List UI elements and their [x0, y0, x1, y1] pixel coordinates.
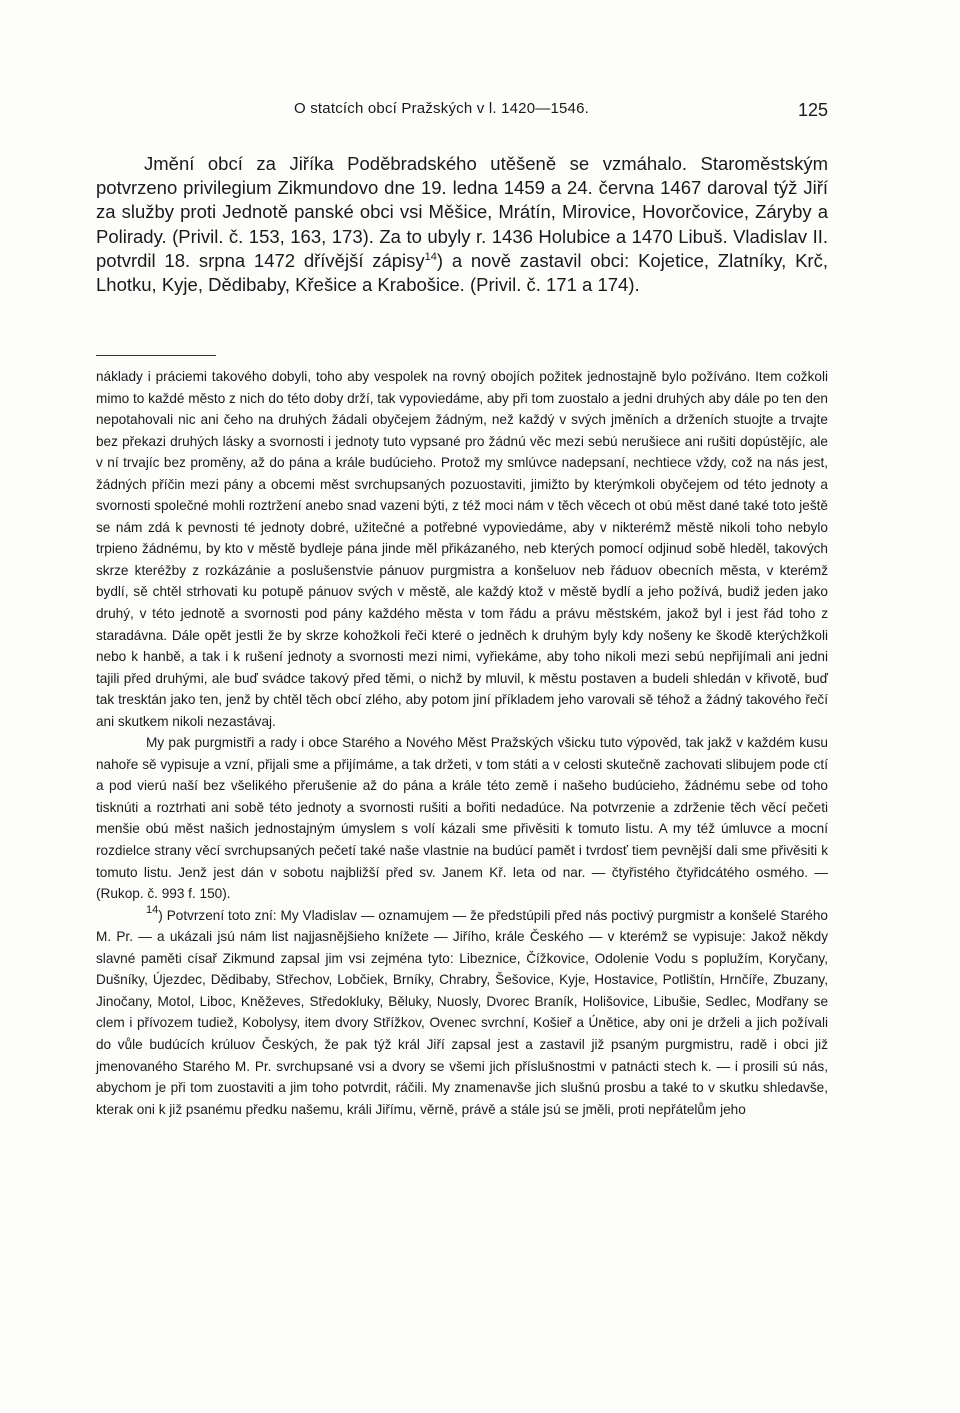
page-header: [96, 100, 828, 122]
main-paragraph-text-continued: ) a nově zastavil obci: Kojetice, Zlatníky, Krč, Lhotku, Kyje, Dědibaby, Křešice a Krabošice. (Privil. č. 171 a 174).: [96, 249, 828, 296]
running-head: O statcích obcí Pražských v l. 1420—1546.: [294, 100, 590, 117]
main-text: [96, 152, 828, 297]
footnote-paragraph: My pak purgmistři a rady i obce Starého a Nového Měst Pražských všicku tuto výpověd, tak jakž v každém kusu nahoře sě vypisuje a vzní, přijali sme a přijímáme, a tak držeti, v tom státi a v celosti skutečně zachovati slibujem pode ctí a pod vierú naší bez všelikého přerušenie až do pána a krále této země i našeho budúcieho, žádnému sebe od toho tisknúti a roztrhati ani sobě této jednoty a svornosti rušiti a bořiti nedadúce. Na potvrzenie a zdrženie těch věcí pečeti menšie obú měst našich jednostajným úmyslem s volí kázali sme přivěsiti k tomuto listu. A my též úmluvce a mocní rozdielce strany věcí svrchupsaných pečetí také naše vlastnie na budúcí pamět i tvrdosť tiem pevnější dali sme přivěsiti k tomuto listu. Jenž jest dán v sobotu najbližší před sv. Janem Kř. leta od nar. — čtyřistého čtyřidcátého osmého. — (Rukop. č. 993 f. 150).: [96, 735, 828, 902]
page-number: 125: [797, 100, 828, 120]
footnote-14-text: ) Potvrzení toto zní: My Vladislav — oznamujem — že předstúpili před nás poctivý purgmistr a konšelé Starého M. Pr. — a ukázali jsú nám list najjasnějšieho knížete — Jiřího, krále Českého — v kterémž se vypisuje: Jakož někdy slavné paměti císař Zikmund zapsal jim vsi zejména tyto: Libeznice, Čížkovice, Odolenie Vodu s poplužím, Koryčany, Dušníky, Újezdec, Dědibaby, Střechov, Lobčiek, Brníky, Chrabry, Šešovice, Kyje, Hostavice, Potlištín, Hrnčíře, Zbuzany, Jinočany, Motol, Liboc, Kněževes, Středokluky, Běluky, Nuosly, Dvorec Braník, Holišovice, Libušie, Sedlec, Modřany se clem i přívozem tudiež, Kobolysy, item dvory Střížkov, Ovenec svrchní, Košieř a Úněticе, aby oni je drželi a jich požívali do vůle budúcích krúluov Českých, že pak týž král Jiří zapsal jest a zastavil již psaným purgmistru, radě i obci již jmenovaného Starého M. Pr. svrchupsané vsi a dvory se všemi jich příslušnostmi v patnácti stech k. — i prosili sú nás, abychom je při tom zuostaviti a jim toho potvrdit, ráčili. My znamenavše jich slušnú prosbu a také to v skutku shledavše, kterak oni k již psanému předku našemu, králi Jiřímu, věrně, právě a stále jsú se jměli, proti nepřátelům jeho: [96, 907, 828, 1117]
footnote-continuation: náklady i práciemi takového dobyli, toho aby vespolek na rovný obojích požitek jednostajně bylo požíváno. Item cožkoli mimo to každé město z nich do této doby drží, tak vypoviedáme, aby při tom zuostalo a jedni druhých aby dále po ten den nepotahovali nic ani čeho na druhých žádali obyčejem žádným, než každý v svých jměních a drženích stuojte a trvajte bez překazi druhých lásky a svornosti i jednoty tuto vypsané pro žádnú věc mezi sebú nerušiece ani rušiti dopústějíc, ale v ní trvajíc bez proměny, až do pána a krále budúcieho. Protož my smlúvce nadepsaní, nechtiece vždy, což na nás jest, žádných příčin mezi pány a obcemi měst svrchupsaných pozuostaviti, jimižto by kterýmkoli obyčejem od této jednoty a svornosti společné mohli roztržení anebo snad vazeni býti, z též moci nám v těch věcech ot obú měst dané také toto ještě se nám zdá k pevnosti té jednoty dobré, užitečné a potřebné vypoviedáme, aby v nikterémž městě nikoli toho nebylo trpieno žádnému, by kto v městě bydleje pána jinde měl přikázaného, neb kterých pomocí odjinud sobě hleděl, takových skrze kteréžby z rozkázánie a poslušenstvie pánuov purgmistra a konšeluov neb řáduov obecních města, v kterémž bydlí, sě chtěl strhovati ku potupě pánuov svých v městě, ale každý ktož v městě bydlí a jeho požívá, budiž jeden jako druhý, v této jednotě a svornosti pod pány každého města v tom řádu a právu městském, jakož byl i jest řád toho z staradávna. Dále opět jestli že by skrze kohožkoli řeči které o jedněch k druhým byly kdy nošeny ke škodě kterýchžkoli nebo k hanbě, a tak i k rušení jednoty a svornosti mezi nimi, vyřiekáme, aby toho nikoli mezi sebú nepřijímali ani jedni tajili před druhými, ale buď svádce takový před těmi, o nichž by mluvil, k městu postaven a budeli shledán v křivotě, buď tak tresktán jako ten, jenž by chtěl těch obcí zlého, aby potom jiní příkladem jeho varovali sě téhož a žádný takového řečí ani skutkem nikoli nezastávaj.: [96, 369, 828, 729]
footnote-14-marker: 14: [146, 903, 159, 916]
footnote-rule: [96, 355, 216, 356]
footnotes: [96, 366, 828, 1120]
footnote-marker: 14: [424, 250, 437, 263]
main-paragraph-text: Jmění obcí za Jiříka Poděbradského utěšeně se vzmáhalo. Staroměstským potvrzeno privilegium Zikmundovo dne 19. ledna 1459 a 24. června 1467 daroval týž Jiří za služby proti Jednotě panské obci vsi Měšice, Mrátín, Mirovice, Hovorčovice, Záryby a Polirady. (Privil. č. 153, 163, 173). Za to ubyly r. 1436 Holubice a 1470 Libuš. Vladislav II. potvrdil 18. srpna 1472 dřívější zápisy: [96, 153, 828, 271]
main-paragraph: [96, 152, 828, 297]
footnote-14: [96, 905, 828, 1120]
